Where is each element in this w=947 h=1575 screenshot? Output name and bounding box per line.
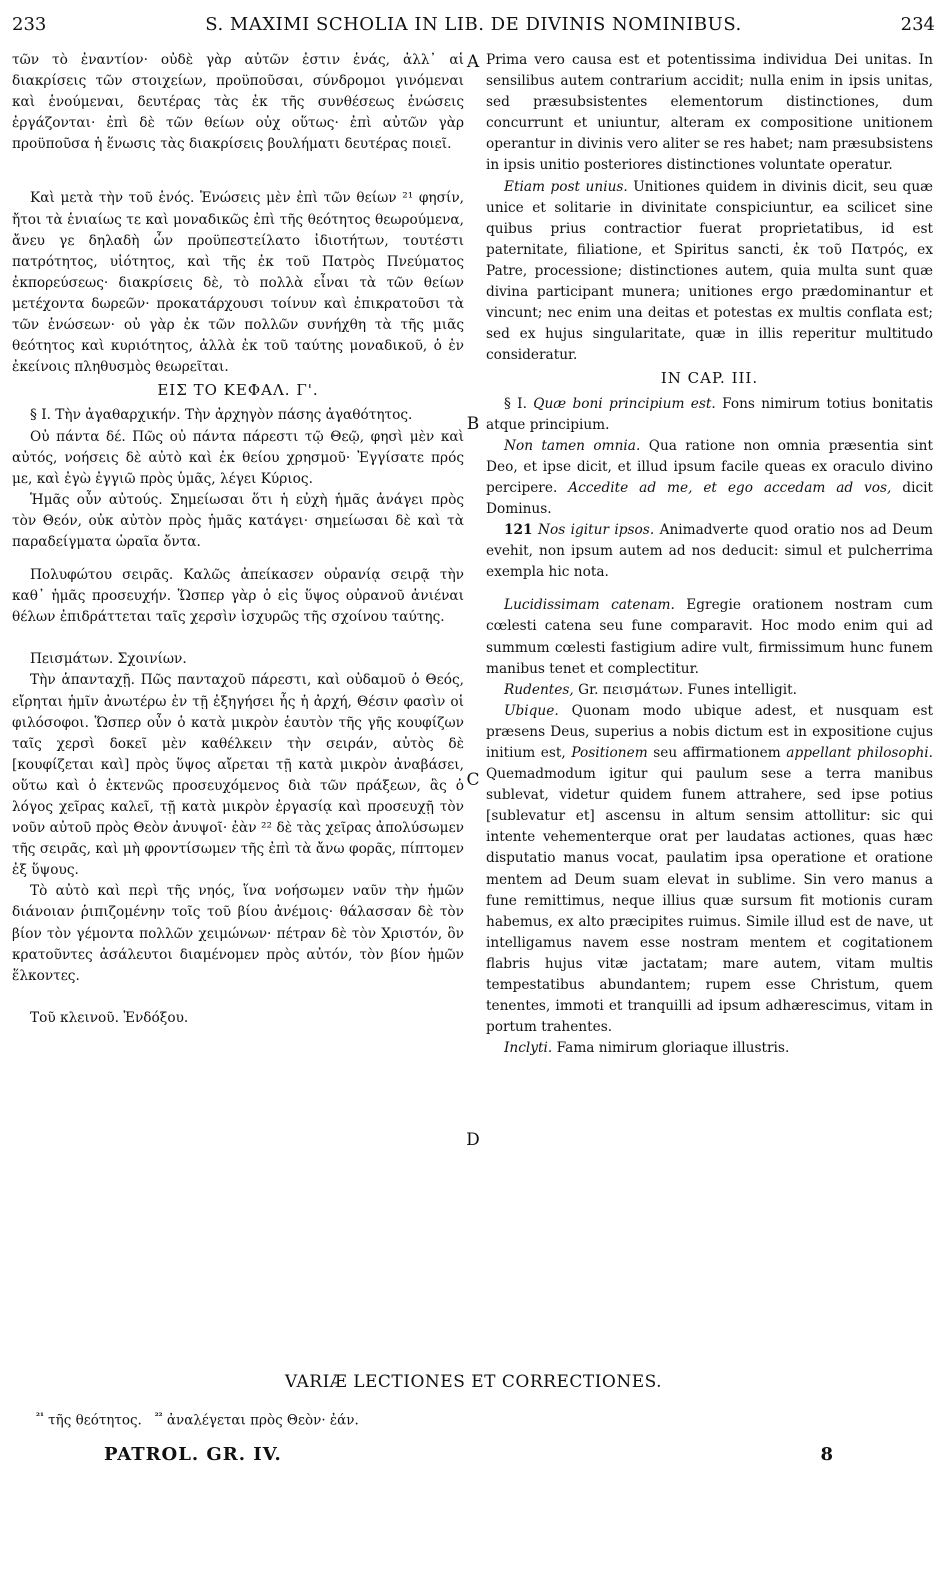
greek-chapter-heading: ΕΙΣ ΤΟ ΚΕΦΑΛ. Γ'. [157, 381, 319, 400]
latin-paragraph: Etiam post unius. Unitiones quidem in divinis dicit, seu quæ unice et solitarie in divinitate conspiciuntur, ea scilicet sine quibus prius contractior fuerat proprietatibus, id est paternitate, filiatione, et Spiritus sancti, ἐκ τοῦ Πατρός, ex Patre, processione; distinctiones autem, quia multa sunt quæ divina participant munera; unitiones ergo prædominantur et vincunt; nec enim una deitas et potestas ex multis conflata est; sed ex hujus singularitate, quæ in illis reperitur multitudo consideratur. [486, 178, 933, 364]
lemma: Non tamen omnia. [504, 437, 641, 454]
greek-paragraph: § Ι. Τὴν ἀγαθαρχικήν. Τὴν ἀρχηγὸν πάσης ἀγαθότητος. [30, 407, 413, 424]
page-number-left: 233 [12, 14, 47, 35]
greek-paragraph: Τοῦ κλεινοῦ. Ἐνδόξου. [30, 1009, 189, 1026]
latin-paragraph: Ubique. Quonam modo ubique adest, et nusquam est præsens Deus, superius a nobis dictum est in expositione cujus initium est, Positionem seu affirmationem appellant philosophi. Quemadmodum igitur qui paulum sese a terra manibus sublevat, videtur quidem funem attrahere, sed ipse potius [sublevatur et] ascensu in altum sensim attollitur: sic qui intente vehementerque orat per laudatas actiones, quas hæc disputatio manus vocat, paulatim ipsa operatione et oratione mentem ad Deum suam elevat in sublime. Sin vero manus a fune remittimus, neque illius quæ sursum fit motionis curam habemus, ex alto præcipites ruimus. Simile illud est de nave, ut intelligamus navem esse nostram mentem et cogitationem flabris hujus vitæ jactatam; mare autem, vitam multis tempestatibus abundantem; rupem esse Christum, quem tenentes, immoti et tranquilli ad ipsum adhærescimus, vitam in portum trahentes. [486, 702, 934, 1036]
margin-letter-b: B [466, 414, 480, 434]
greek-paragraph: Καὶ μετὰ τὴν τοῦ ἑνός. Ἑνώσεις μὲν ἐπὶ τῶν θείων ²¹ φησίν, ἤτοι τὰ ἑνιαίως τε καὶ μοναδικῶς ἐπὶ τῆς θεότητος θεωρούμενα, ἄνευ γε δηλαδὴ ὧν προϋπεστείλατο ἰδιοτήτων, τουτέστι πατρότητος, υἱότητος, καὶ τῆς ἐκ τοῦ Πατρὸς Πνεύματος ἐκπορεύσεως· διακρίσεις δὲ, τὸ πολλὰ εἶναι τὰ τῶν θείων μετέχοντα δωρεῶν· προκατάρχουσι τοίνυν καὶ ἐπικρατοῦσι τὰ τῶν ἑνώσεων· οὐ γὰρ ἐκ τῶν πολλῶν συνήχθη τὰ τῆς μιᾶς θεότητος καὶ κυριότητος, ἀλλὰ ἐκ τοῦ ταύτης μοναδικοῦ, ὁ ἐν ἐκείνοις πληθυσμὸς θεωρεῖται. [12, 190, 464, 376]
greek-paragraph: Πεισμάτων. Σχοινίων. [30, 651, 187, 668]
margin-letter-a: A [466, 52, 480, 72]
latin-column [486, 50, 933, 1059]
signature-number: 8 [820, 1444, 833, 1465]
latin-paragraph: § I. Quæ boni principium est. Fons nimirum totius bonitatis atque principium. [486, 395, 933, 433]
latin-paragraph: Rudentes, Gr. πεισμάτων. Funes intelligit. [504, 681, 798, 698]
lemma: Nos igitur ipsos. [537, 522, 655, 539]
latin-paragraph: 121 Nos igitur ipsos. Animadverte quod oratio nos ad Deum evehit, non ipsum autem ad nos deducit: simul et pulcherrima exempla hic nota. [486, 522, 933, 581]
latin-paragraph: Lucidissimam catenam. Egregie orationem nostram cum cœlesti catena seu fune comparavit. Hoc modo enim qui ad summum cœlesti fastigium adire vult, firmissimum hunc funem manibus tenet et complectitur. [486, 597, 933, 677]
greek-paragraph: Οὐ πάντα δέ. Πῶς οὐ πάντα πάρεστι τῷ Θεῷ, φησὶ μὲν καὶ αὐτός, νοήσεις δὲ αὐτὸ καὶ ἐκ θείου χρησμοῦ· Ἐγγίσατε πρός με, καὶ ἐγὼ ἐγγιῶ πρὸς ὑμᾶς, λέγει Κύριος. [12, 428, 464, 487]
margin-letter-c: C [466, 770, 480, 790]
footnote-number: ²¹ [36, 1412, 44, 1422]
page-number-right: 234 [900, 14, 935, 35]
column-number: 121 [504, 522, 533, 539]
lemma: Lucidissimam catenam. [504, 597, 675, 614]
lemma: Inclyti. [504, 1040, 553, 1057]
series-signature: PATROL. GR. IV. [104, 1444, 282, 1465]
latin-paragraph: Prima vero causa est et potentissima individua Dei unitas. In sensilibus autem contrarium accidit; nulla enim in ipsis unitas, sed præsubsistentes elementorum distinctiones, dum concurrunt et uniuntur, alteram ex compositione unitionem operantur in divinis vero aliter se res habet; nam præsubsistens in ipsis unitio posteriores distinctiones voluntate operatur. [486, 52, 933, 174]
greek-column [12, 50, 464, 1029]
footnotes [36, 1412, 359, 1429]
footnote-text: τῆς θεότητος. [43, 1412, 142, 1429]
greek-paragraph: Τὴν ἁπανταχῇ. Πῶς πανταχοῦ πάρεστι, καὶ οὐδαμοῦ ὁ Θεός, εἴρηται ἡμῖν ἀνωτέρω ἐν τῇ ἐξηγήσει ἧς ἡ ἀρχή, Θέσιν φασὶν οἱ φιλόσοφοι. Ὥσπερ οὖν ὁ κατὰ μικρὸν ἑαυτὸν τῆς γῆς κουφίζων ταῖς χερσὶ δοκεῖ μὲν καθέλκειν τὴν σειράν, αὐτὸς δὲ [κουφίζεται καὶ] πρὸς ὕψος αἴρεται τῇ κατὰ μικρὸν ἀναβάσει, οὕτω καὶ ὁ ἐκτενῶς προσευχόμενος διὰ τῶν πράξεων, ἃς ὁ λόγος χεῖρας καλεῖ, τῇ κατὰ μικρὸν ἐργασίᾳ καὶ προσευχῇ τὸν νοῦν αὐτοῦ πρὸς Θεὸν ἀνυψοῖ· ἐὰν ²² δὲ τὰς χεῖρας ἀπολύσωμεν τῆς σειρᾶς, καὶ μὴ φροντίσωμεν τῆς ἐπὶ τὰ ἄνω φορᾶς, πίπτομεν ἐξ ὕψους. [12, 672, 464, 879]
lemma: Quæ boni principium est. [533, 395, 716, 412]
footnote-number: ²² [154, 1412, 163, 1422]
latin-paragraph: Non tamen omnia. Qua ratione non omnia præsentia sint Deo, et ipse dicit, et illud ipsum facile queas ex oraculo divino percipere. Accedite ad me, et ego accedam ad vos, dicit Dominus. [486, 437, 933, 517]
lemma: Etiam post unius. [504, 178, 628, 195]
footnote-text: ἀναλέγεται πρὸς Θεὸν· ἐάν. [162, 1412, 359, 1429]
lemma: Rudentes, [504, 681, 574, 698]
greek-paragraph: Πολυφώτου σειρᾶς. Καλῶς ἀπείκασεν οὐρανίᾳ σειρᾷ τὴν καθ᾿ ἡμᾶς προσευχήν. Ὥσπερ γὰρ ὁ εἰς ὕψος οὐρανοῦ ἀνιέναι θέλων ἐπιδράττεται ταῖς χερσὶν ἰσχυρῶς τῆς σχοίνου ταύτης. [12, 567, 464, 626]
variae-heading: VARIÆ LECTIONES ET CORRECTIONES. [284, 1372, 663, 1392]
latin-paragraph: Inclyti. Fama nimirum gloriaque illustris. [504, 1040, 790, 1057]
greek-paragraph: Ἡμᾶς οὖν αὐτούς. Σημείωσαι ὅτι ἡ εὐχὴ ἡμᾶς ἀνάγει πρὸς τὸν Θεόν, οὐκ αὐτὸν πρὸς ἡμᾶς κατάγει· σημείωσαι δὲ καὶ τὰ παραδείγματα ὡραῖα ὄντα. [12, 491, 464, 550]
lemma: Ubique. [504, 702, 559, 719]
greek-paragraph: Τὸ αὐτὸ καὶ περὶ τῆς νηός, ἵνα νοήσωμεν ναῦν τὴν ἡμῶν διάνοιαν ῥιπιζομένην τοῖς τοῦ βίου ἀνέμοις· θάλασσαν δὲ τὸν βίον τὸν γέμοντα πολλῶν χειμώνων· πέτραν δὲ τὸν Χριστόν, ὃν κρατοῦντες ἀσάλευτοι διαμένομεν πρὸς αὐτόν, τὸν βίον ἡμῶν ἕλκοντες. [12, 883, 464, 984]
page-title: S. MAXIMI SCHOLIA IN LIB. DE DIVINIS NOMINIBUS. [205, 14, 742, 35]
margin-letter-d: D [466, 1130, 480, 1150]
scripture-quote: Accedite ad me, et ego accedam ad vos, [568, 479, 892, 496]
greek-paragraph: τῶν τὸ ἐναντίον· οὐδὲ γὰρ αὐτῶν ἐστιν ἑνάς, ἀλλ᾿ αἱ διακρίσεις τῶν στοιχείων, προϋποῦσαι, σύνδρομοι γινόμεναι καὶ ἑνούμεναι, δευτέρας τὰς ἐκ τῆς συνθέσεως ἑνώσεις ἐργάζονται· ἐπὶ δὲ τῶν θείων οὐχ οὕτως· ἐπὶ αὐτῶν γὰρ προϋποῦσα ἡ ἕνωσις τὰς διακρίσεις βουλήματι δευτέρας ποιεῖ. [12, 52, 464, 153]
latin-chapter-heading: IN CAP. III. [660, 369, 759, 388]
running-header [12, 14, 935, 38]
